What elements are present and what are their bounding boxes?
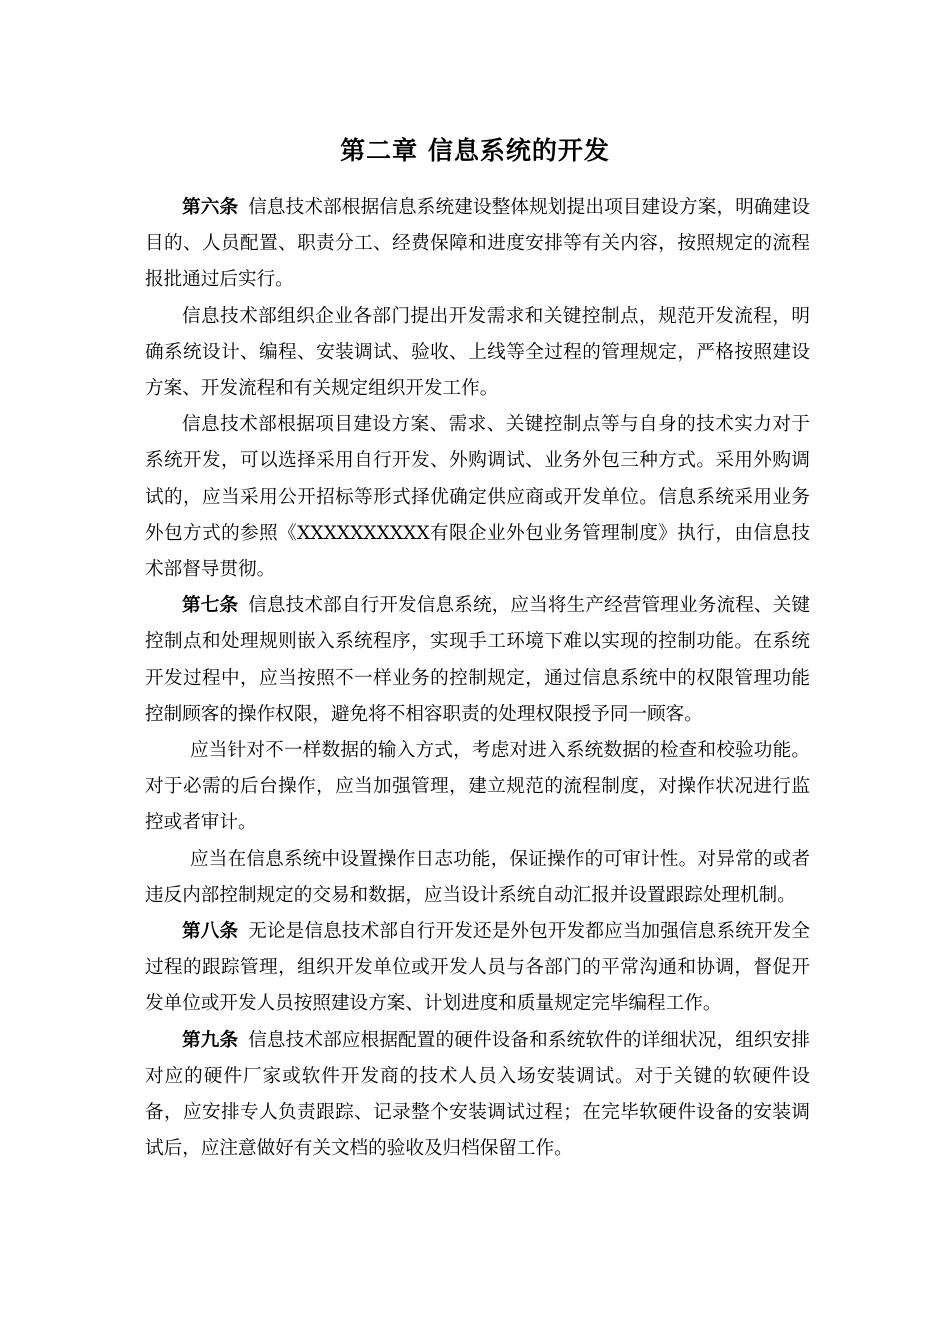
paragraph-text: 信息技术部根据项目建设方案、需求、关键控制点等与自身的技术实力对于系统开发，可以选择采用自行开发、外购调试、业务外包三种方式。采用外购调试的，应当采用公开招标等形式择优确定供应商或开发单位。信息系统采用业务外包方式的参照《XXXXXXXXXX有限企业外包业务管理制度》执行，由信息技术部督导贯彻。 bbox=[145, 414, 810, 581]
paragraph-text: 信息技术部自行开发信息系统，应当将生产经营管理业务流程、关键控制点和处理规则嵌入系统程序，实现手工环境下难以实现的控制功能。在系统开发过程中，应当按照不一样业务的控制规定，通过信息系统中的权限管理功能控制顾客的操作权限，避免将不相容职责的处理权限授予同一顾客。 bbox=[145, 595, 810, 725]
paragraph-text: 应当针对不一样数据的输入方式，考虑对进入系统数据的检查和校验功能。对于必需的后台操作，应当加强管理，建立规范的流程制度，对操作状况进行监控或者审计。 bbox=[145, 740, 810, 834]
paragraph-article-9 bbox=[145, 1023, 810, 1168]
paragraph-text: 信息技术部根据信息系统建设整体规划提出项目建设方案，明确建设目的、人员配置、职责分工、经费保障和进度安排等有关内容，按照规定的流程报批通过后实行。 bbox=[145, 197, 810, 291]
article-number: 第八条 bbox=[182, 921, 239, 943]
paragraph-text: 信息技术部组织企业各部门提出开发需求和关键控制点，规范开发流程，明确系统设计、编程、安装调试、验收、上线等全过程的管理规定，严格按照建设方案、开发流程和有关规定组织开发工作。 bbox=[145, 305, 810, 400]
paragraph-article-7 bbox=[145, 588, 810, 733]
article-number: 第九条 bbox=[182, 1029, 239, 1051]
paragraph-article-8 bbox=[145, 914, 810, 1023]
paragraph bbox=[145, 407, 810, 588]
paragraph-text: 应当在信息系统中设置操作日志功能，保证操作的可审计性。对异常的或者违反内部控制规定的交易和数据，应当设计系统自动汇报并设置跟踪处理机制。 bbox=[145, 848, 810, 906]
paragraph-article-6 bbox=[145, 190, 810, 299]
paragraph bbox=[145, 842, 810, 914]
paragraph bbox=[145, 299, 810, 408]
article-number: 第七条 bbox=[182, 595, 239, 617]
chapter-title: 第二章 信息系统的开发 bbox=[340, 136, 610, 165]
paragraph-text: 无论是信息技术部自行开发还是外包开发都应当加强信息系统开发全过程的跟踪管理，组织开发单位或开发人员与各部门的平常沟通和协调，督促开发单位或开发人员按照建设方案、计划进度和质量规定完毕编程工作。 bbox=[145, 921, 810, 1015]
article-number: 第六条 bbox=[182, 197, 239, 218]
document-body bbox=[145, 190, 810, 1167]
paragraph bbox=[145, 733, 810, 842]
paragraph-text: 信息技术部应根据配置的硬件设备和系统软件的详细状况，组织安排对应的硬件厂家或软件开发商的技术人员入场安装调试。对于关键的软硬件设备，应安排专人负责跟踪、记录整个安装调试过程；在完毕软硬件设备的安装调试后，应注意做好有关文档的验收及归档保留工作。 bbox=[145, 1029, 810, 1160]
